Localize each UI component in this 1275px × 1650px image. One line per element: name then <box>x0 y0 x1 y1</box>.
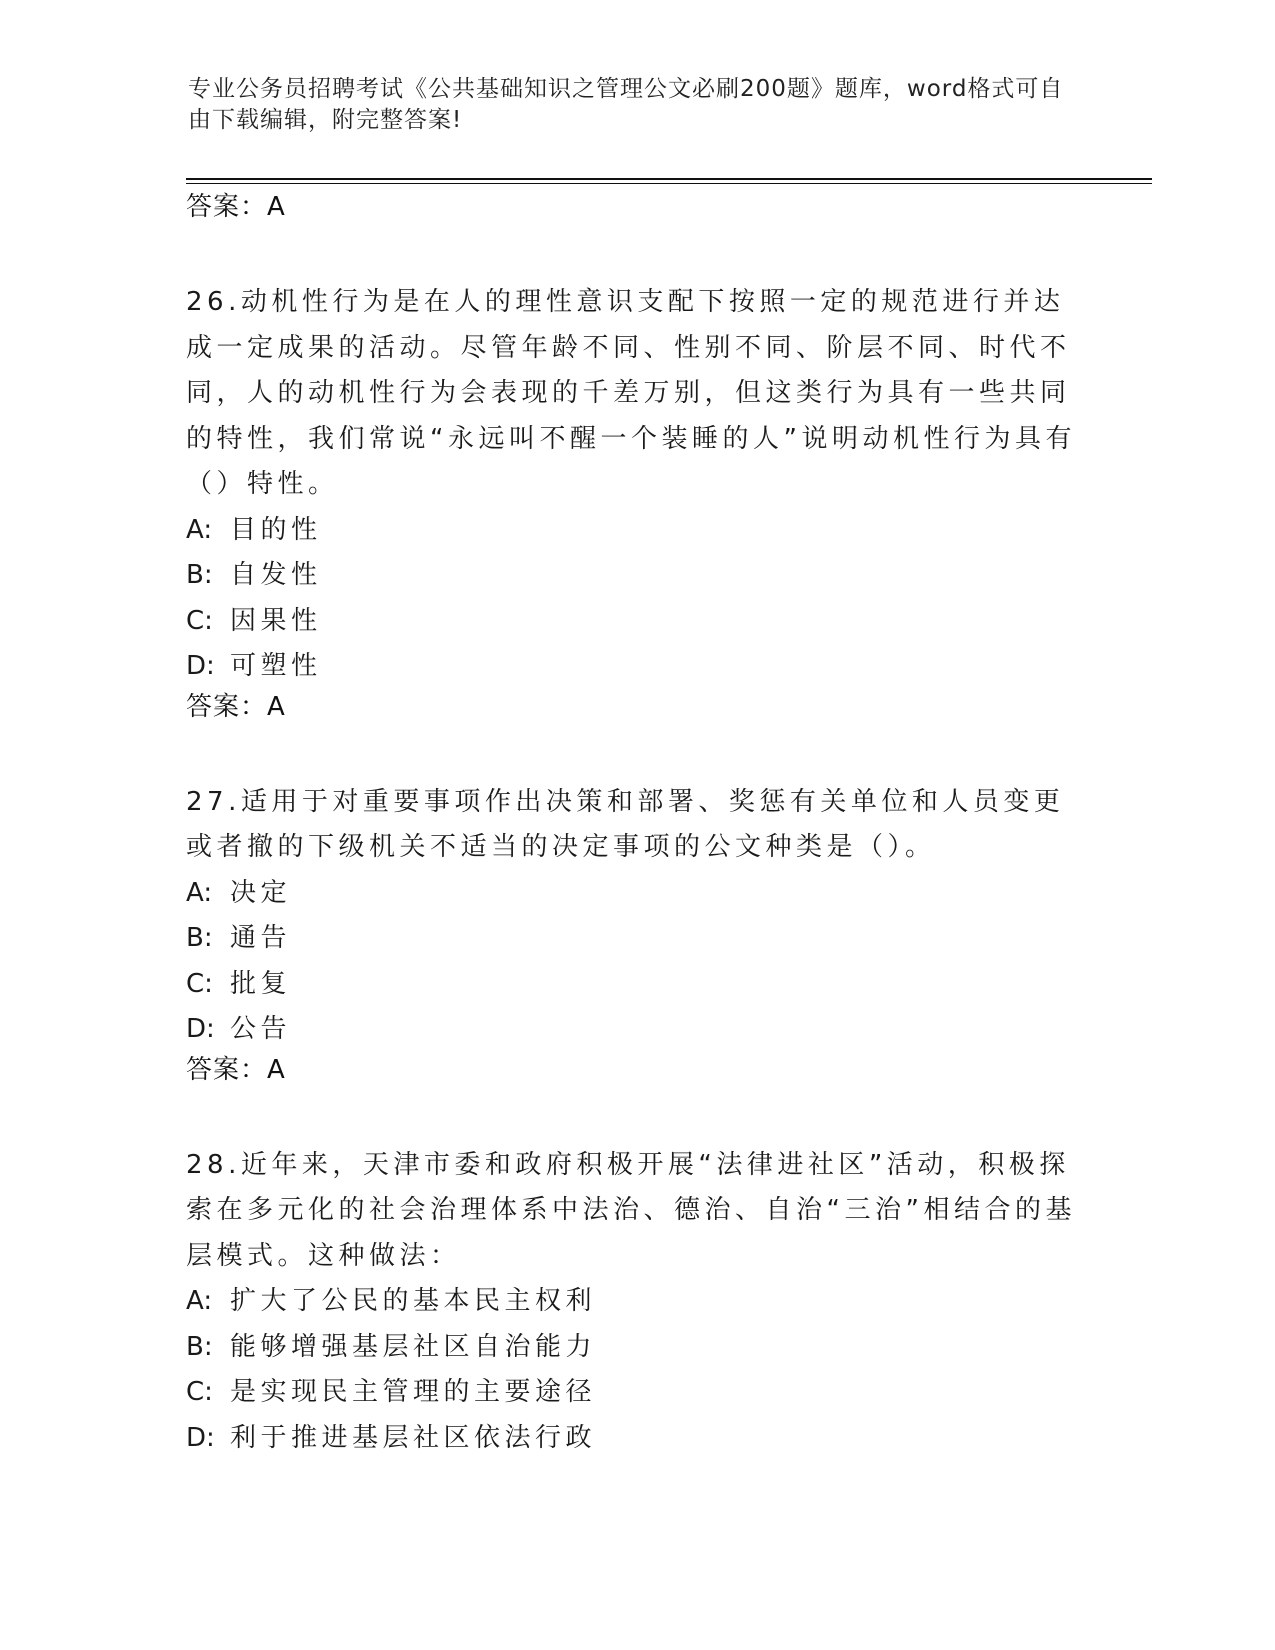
option-text: 是实现民主管理的主要途径 <box>230 1377 597 1407</box>
header-rule-thick <box>186 178 1152 180</box>
option-letter: C: <box>186 968 213 999</box>
option-letter: A: <box>186 877 213 908</box>
option-c <box>186 962 1086 1008</box>
question-27 <box>186 780 1086 1097</box>
answer-line <box>186 690 1086 734</box>
option-text: 因果性 <box>230 605 322 636</box>
answer-value: A <box>267 691 286 722</box>
option-d <box>186 1007 1086 1053</box>
question-text: 28.近年来，天津市委和政府积极开展“法律进社区”活动，积极探索在多元化的社会治理体系中法治、德治、自治“三治”相结合的基层模式。这种做法： <box>186 1149 1076 1271</box>
option-letter: A: <box>186 514 213 545</box>
option-letter: B: <box>186 1331 213 1362</box>
header-rule-thin <box>186 183 1152 184</box>
option-letter: C: <box>186 605 213 636</box>
option-letter: B: <box>186 923 213 953</box>
option-letter: D: <box>186 651 215 681</box>
option-c <box>186 599 1086 645</box>
header-text: 专业公务员招聘考试《公共基础知识之管理公文必刷200题》题库，word格式可自由下载编辑，附完整答案! <box>188 76 1064 133</box>
option-text: 能够增强基层社区自治能力 <box>230 1331 597 1362</box>
option-text: 通告 <box>230 923 292 953</box>
option-b <box>186 1325 1086 1371</box>
document-body <box>186 190 1086 1461</box>
answer-label: 答案： <box>186 1054 268 1085</box>
option-letter: C: <box>186 1377 213 1407</box>
answer-value: A <box>267 1054 286 1085</box>
option-b <box>186 553 1086 599</box>
option-a <box>186 1279 1086 1325</box>
option-a <box>186 508 1086 554</box>
answer-value: A <box>267 192 286 222</box>
option-text: 目的性 <box>230 514 322 545</box>
option-text: 决定 <box>230 877 292 908</box>
option-text: 利于推进基层社区依法行政 <box>230 1422 597 1453</box>
option-text: 公告 <box>230 1014 292 1044</box>
answer-line <box>186 1053 1086 1097</box>
page-header <box>188 74 1068 136</box>
option-text: 可塑性 <box>230 651 322 681</box>
answer-line <box>186 190 1086 234</box>
option-c <box>186 1370 1086 1416</box>
option-letter: D: <box>186 1422 215 1453</box>
option-d <box>186 644 1086 690</box>
option-text: 自发性 <box>230 560 322 590</box>
option-letter: B: <box>186 560 213 590</box>
question-text: 26.动机性行为是在人的理性意识支配下按照一定的规范进行并达成一定成果的活动。尽管年龄不同、性别不同、阶层不同、时代不同，人的动机性行为会表现的千差万别，但这类行为具有一些共同的特性，我们常说“永远叫不醒一个装睡的人”说明动机性行为具有（）特性。 <box>186 287 1076 499</box>
option-a <box>186 871 1086 917</box>
answer-label: 答案： <box>186 691 268 722</box>
option-text: 扩大了公民的基本民主权利 <box>230 1286 597 1316</box>
question-26 <box>186 280 1086 734</box>
option-letter: D: <box>186 1014 215 1044</box>
question-text: 27.适用于对重要事项作出决策和部署、奖惩有关单位和人员变更或者撤的下级机关不适当的决定事项的公文种类是（）。 <box>186 786 1065 862</box>
answer-label: 答案： <box>186 192 268 222</box>
question-28 <box>186 1143 1086 1462</box>
option-d <box>186 1416 1086 1462</box>
option-text: 批复 <box>230 968 292 999</box>
option-letter: A: <box>186 1286 213 1316</box>
option-b <box>186 916 1086 962</box>
